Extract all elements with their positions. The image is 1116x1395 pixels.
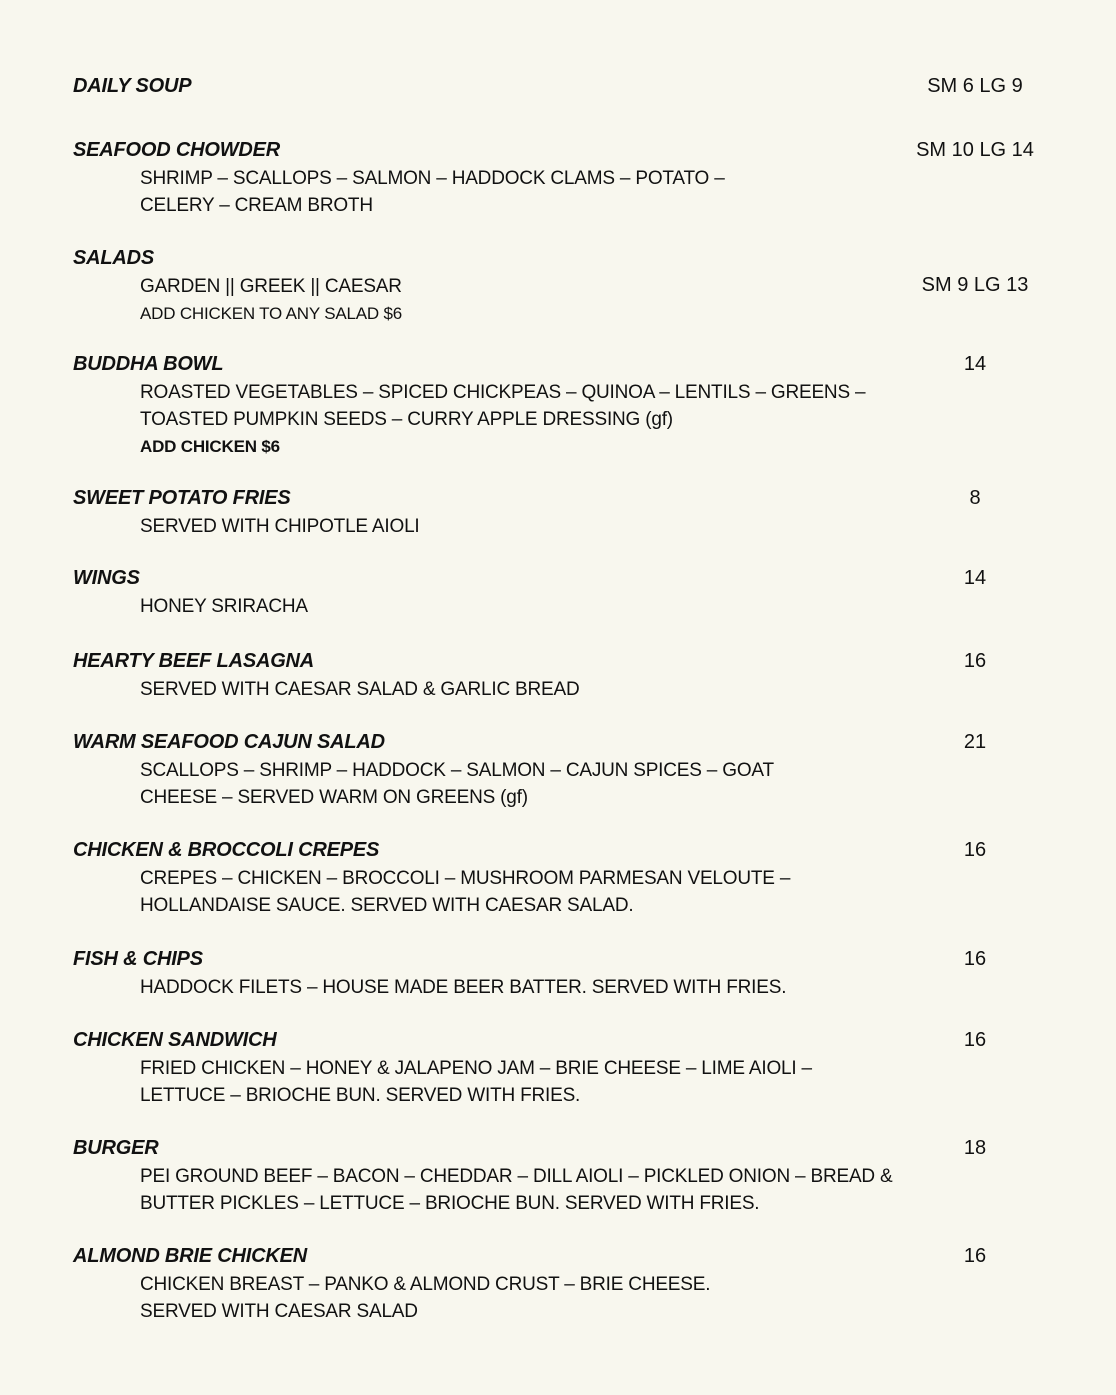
item-description [140, 676, 940, 703]
description-line: SCALLOPS – SHRIMP – HADDOCK – SALMON – CAJUN SPICES – GOAT [140, 760, 774, 781]
item-description [140, 1271, 940, 1325]
description-line: CHEESE – SERVED WARM ON GREENS (gf) [140, 787, 528, 808]
item-name: SEAFOOD CHOWDER [73, 139, 281, 161]
item-name: BURGER [73, 1137, 159, 1159]
item-description [140, 1055, 940, 1109]
item-description [140, 1163, 940, 1217]
item-price: 16 [963, 948, 987, 970]
description-line: BUTTER PICKLES – LETTUCE – BRIOCHE BUN. SERVED WITH FRIES. [140, 1193, 760, 1214]
description-line: CELERY – CREAM BROTH [140, 195, 373, 216]
item-description [140, 757, 940, 811]
description-line: CHICKEN BREAST – PANKO & ALMOND CRUST – BRIE CHEESE. [140, 1274, 711, 1295]
item-price: 14 [963, 353, 987, 375]
item-name: ALMOND BRIE CHICKEN [73, 1245, 307, 1267]
item-name: CHICKEN SANDWICH [73, 1029, 277, 1051]
description-line: GARDEN || GREEK || CAESAR [140, 276, 402, 297]
description-line: SHRIMP – SCALLOPS – SALMON – HADDOCK CLAMS – POTATO – [140, 168, 725, 189]
item-description [140, 165, 940, 219]
description-line: CREPES – CHICKEN – BROCCOLI – MUSHROOM PARMESAN VELOUTE – [140, 868, 791, 889]
item-description [140, 974, 940, 1001]
item-name: SALADS [73, 247, 155, 269]
item-name: HEARTY BEEF LASAGNA [73, 650, 315, 672]
item-price: 21 [963, 731, 987, 753]
item-price: 8 [969, 487, 981, 509]
item-note: ADD CHICKEN $6 [140, 437, 280, 456]
description-line: ROASTED VEGETABLES – SPICED CHICKPEAS – QUINOA – LENTILS – GREENS – [140, 382, 866, 403]
item-description [140, 513, 940, 540]
description-line: HOLLANDAISE SAUCE. SERVED WITH CAESAR SALAD. [140, 895, 634, 916]
description-line: FRIED CHICKEN – HONEY & JALAPENO JAM – BRIE CHEESE – LIME AIOLI – [140, 1058, 812, 1079]
item-price: 14 [963, 567, 987, 589]
item-name: WINGS [73, 567, 140, 589]
item-price: 16 [963, 1029, 987, 1051]
item-name: WARM SEAFOOD CAJUN SALAD [73, 731, 385, 753]
item-description [140, 273, 940, 327]
item-description [140, 379, 940, 460]
item-name: BUDDHA BOWL [73, 353, 224, 375]
description-line: SERVED WITH CAESAR SALAD [140, 1301, 418, 1322]
item-description [140, 865, 940, 919]
description-line: SERVED WITH CHIPOTLE AIOLI [140, 516, 420, 537]
description-line: HONEY SRIRACHA [140, 596, 308, 617]
description-line: TOASTED PUMPKIN SEEDS – CURRY APPLE DRESSING (gf) [140, 409, 673, 430]
item-name: SWEET POTATO FRIES [73, 487, 291, 509]
description-line: SERVED WITH CAESAR SALAD & GARLIC BREAD [140, 679, 580, 700]
item-price: SM 6 LG 9 [927, 75, 1023, 97]
description-line: HADDOCK FILETS – HOUSE MADE BEER BATTER. SERVED WITH FRIES. [140, 977, 787, 998]
item-price: 16 [963, 1245, 987, 1267]
item-price: 16 [963, 650, 987, 672]
item-note: ADD CHICKEN TO ANY SALAD $6 [140, 304, 402, 323]
item-price: 16 [963, 839, 987, 861]
item-name: DAILY SOUP [73, 75, 192, 97]
item-price: SM 10 LG 14 [916, 139, 1034, 161]
item-name: FISH & CHIPS [73, 948, 203, 970]
item-price: 18 [963, 1137, 987, 1159]
item-description [140, 593, 940, 620]
item-price: SM 9 LG 13 [921, 274, 1029, 296]
item-name: CHICKEN & BROCCOLI CREPES [73, 839, 380, 861]
description-line: PEI GROUND BEEF – BACON – CHEDDAR – DILL AIOLI – PICKLED ONION – BREAD & [140, 1166, 893, 1187]
description-line: LETTUCE – BRIOCHE BUN. SERVED WITH FRIES. [140, 1085, 581, 1106]
